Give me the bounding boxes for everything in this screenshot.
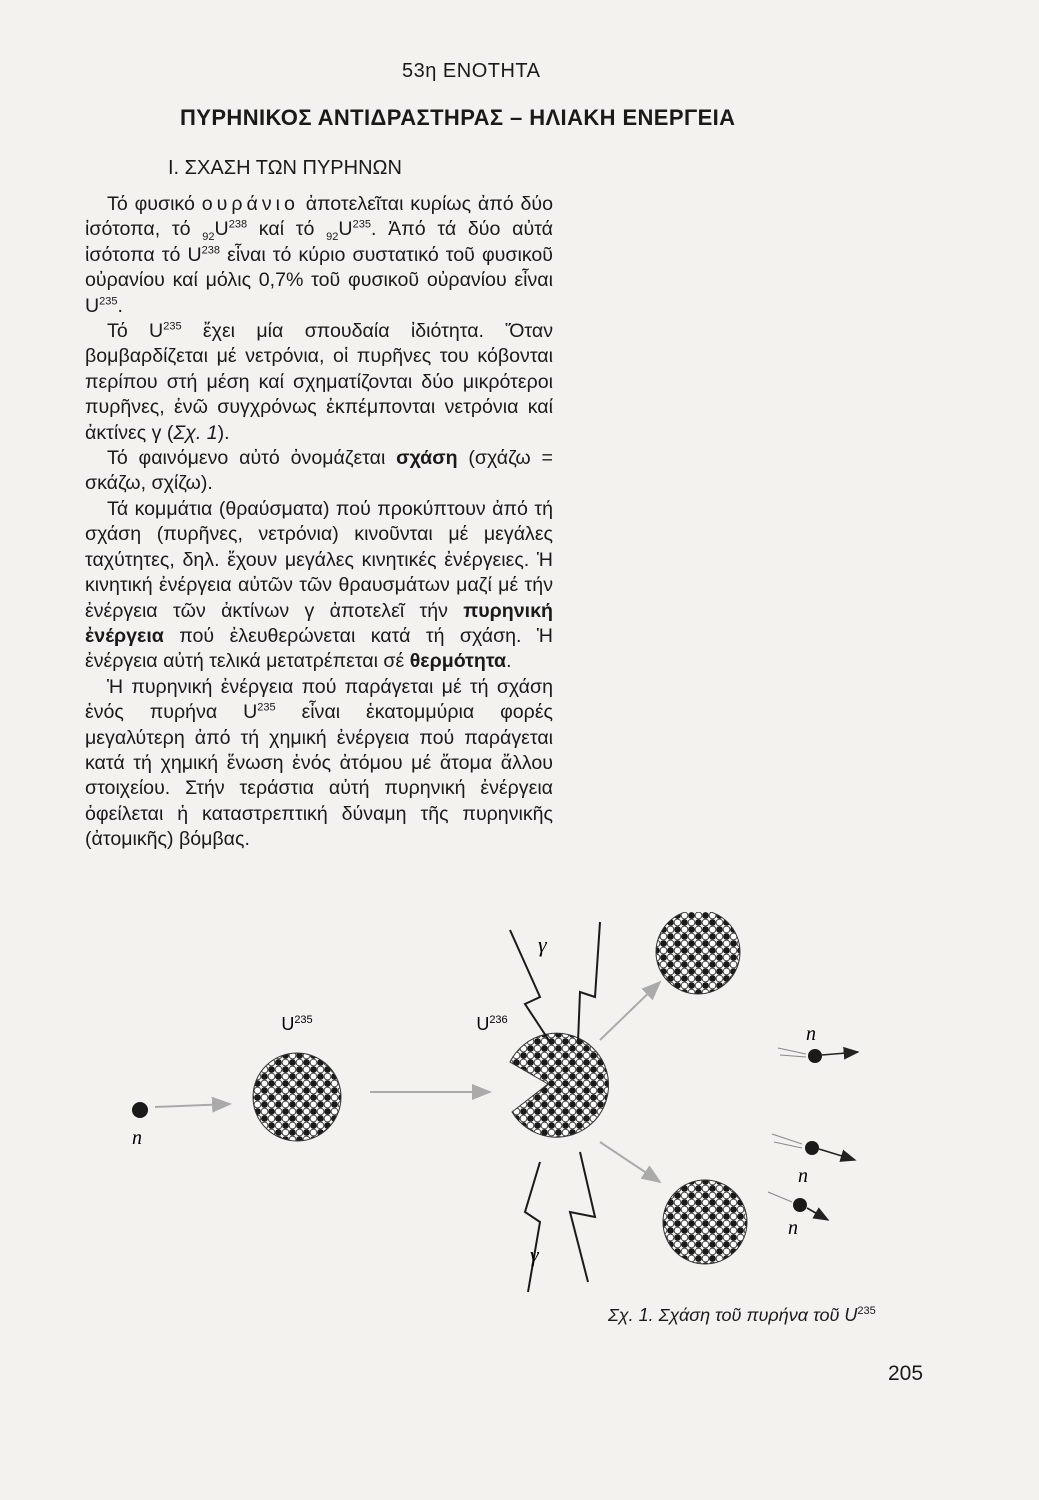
- page-title: ΠΥΡΗΝΙΚΟΣ ΑΝΤΙΔΡΑΣΤΗΡΑΣ – ΗΛΙΑΚΗ ΕΝΕΡΓΕΙΑ: [180, 105, 736, 130]
- page-number: 205: [888, 1362, 924, 1385]
- gamma-label-top: γ: [538, 932, 547, 957]
- body-text: [85, 192, 553, 853]
- emitted-neutron-2: [772, 1134, 855, 1187]
- arrow-to-fragment-top: [600, 982, 660, 1040]
- gamma-label-bottom: γ: [530, 1242, 539, 1267]
- section-heading: Ι. ΣΧΑΣΗ ΤΩΝ ΠΥΡΗΝΩΝ: [168, 157, 402, 179]
- paragraph-4: Τά κομμάτια (θραύσματα) πού προκύπτουν ἀπό τή σχάση (πυρῆνες, νετρόνια) κινοῦνται μέ μεγάλες ταχύτητες, δηλ. ἔχουν μεγάλες κινητικές ἐνέργειες. Ἡ κινητική ἐνέργεια αὐτῶν τῶν θραυσμάτων μαζί μέ τήν ἐνέργεια τῶν ἀκτίνων γ ἀποτελεῖ τήν πυρηνική ἐνέργεια πού ἐλευθερώνεται κατά τή σχάση. Ἡ ἐνέργεια αὐτή τελικά μετατρέπεται σέ θερμότητα.: [85, 497, 553, 673]
- u235-nucleus: [253, 1053, 341, 1141]
- svg-text:n: n: [806, 1023, 816, 1045]
- paragraph-3: Τό φαινόμενο αὐτό ὀνομάζεται σχάση (σχάζω = σκάζω, σχίζω).: [85, 447, 553, 495]
- u236-label: $U^{236}$: [476, 1014, 508, 1034]
- figure-caption: Σχ. 1. Σχάση τοῦ πυρήνα τοῦ $U^{235}$: [608, 1305, 876, 1325]
- incoming-neutron: [132, 1102, 148, 1118]
- fragment-nucleus-bottom: [663, 1180, 747, 1264]
- paragraph-5: Ἡ πυρηνική ἐνέργεια πού παράγεται μέ τή σχάση ἑνός πυρήνα $U^{235}$ εἶναι ἑκατομμύρια φορές μεγαλύτερη ἀπό τή χημική ἐνέργεια πού παράγεται κατά τή χημική ἕνωση ἑνός ἀτόμου μέ ἄτομα ἄλλου στοιχείου. Στήν τεράστια αὐτή πυρηνική ἐνέργεια ὀφείλεται ἡ καταστρεπτική δύναμη τῆς πυρηνικῆς (ἀτομικῆς) βόμβας.: [85, 675, 553, 851]
- gamma-ray-bottom-2: [570, 1152, 595, 1282]
- fragment-nucleus-top: [656, 912, 740, 994]
- emitted-neutron-3: [768, 1192, 828, 1239]
- emitted-neutron-1: [778, 1023, 858, 1063]
- u236-nucleus: [510, 1033, 609, 1137]
- fission-diagram: [100, 912, 1000, 1312]
- u235-label: $U^{235}$: [281, 1014, 313, 1034]
- svg-text:n: n: [788, 1217, 798, 1239]
- gamma-ray-top-2: [578, 922, 600, 1042]
- paragraph-2: Τό $U^{235}$ ἔχει μία σπουδαία ἰδιότητα. Ὅταν βομβαρδίζεται μέ νετρόνια, οἱ πυρῆνες του κόβονται περίπου στή μέση καί σχηματίζονται δύο μικρότεροι πυρῆνες, ἐνῶ συγχρόνως ἐκπέμπονται νετρόνια καί ἀκτίνες γ (Σχ. 1).: [85, 320, 553, 444]
- incoming-neutron-label: n: [132, 1127, 142, 1149]
- gamma-ray-bottom-1: [525, 1162, 540, 1292]
- unit-title: 53η ΕΝΟΤΗΤΑ: [402, 60, 541, 82]
- arrow-to-fragment-bottom: [600, 1142, 660, 1182]
- svg-text:n: n: [798, 1165, 808, 1187]
- arrow-neutron-to-u235: [155, 1104, 230, 1107]
- paragraph-1: Τό φυσικό ουράνιο ἀποτελεῖται κυρίως ἀπό δύο ἰσότοπα, τό $_{92}U^{238}$ καί τό $_{92}U^{235}$. Ἀπό τά δύο αὐτά ἰσότοπα τό $U^{238}$ εἶναι τό κύριο συστατικό τοῦ φυσικοῦ οὐρανίου καί μόλις 0,7% τοῦ φυσικοῦ οὐρανίου εἶναι $U^{235}$.: [85, 193, 554, 317]
